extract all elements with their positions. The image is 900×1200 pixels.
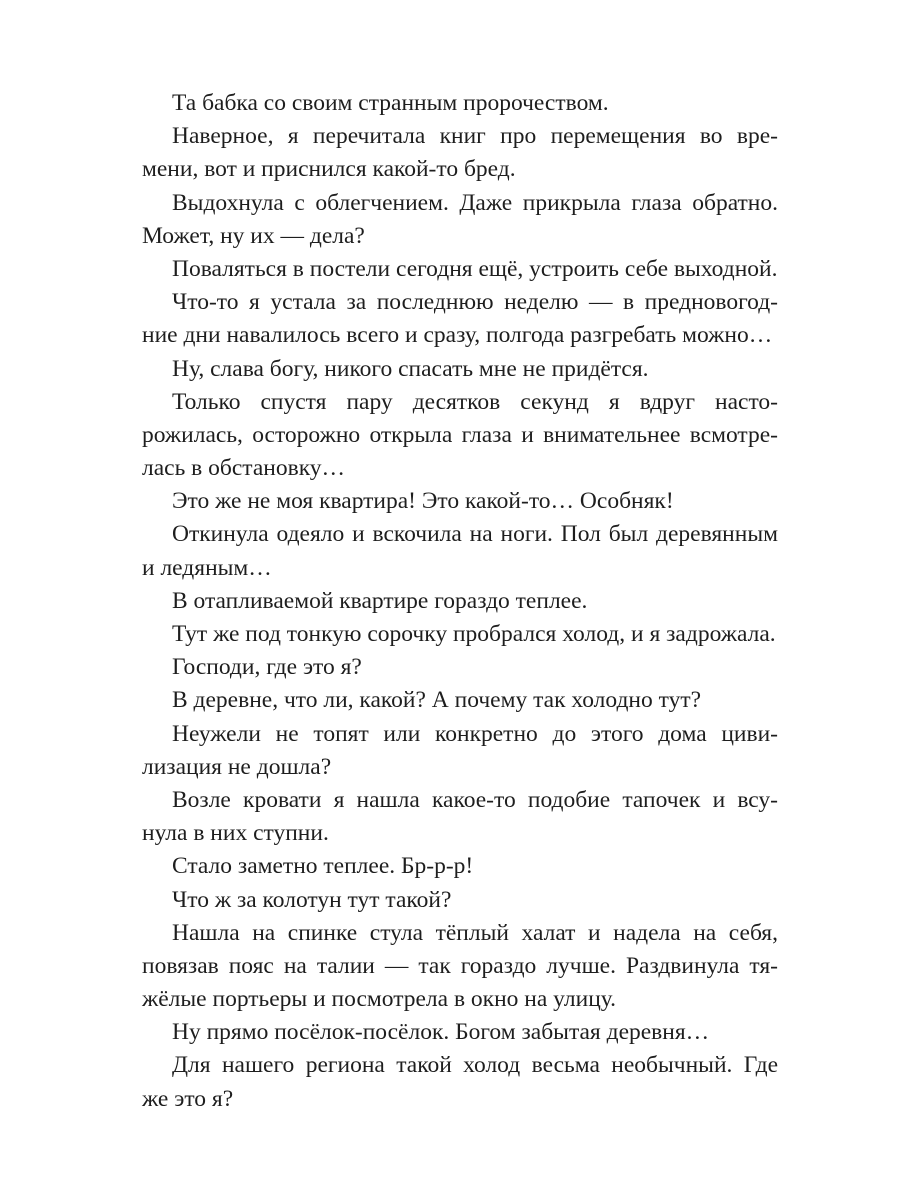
- text-line: и ледяным…: [142, 554, 272, 581]
- text-line: Откинула одеяло и вскочила на ноги. Пол был деревянным: [172, 521, 778, 548]
- text-line: жёлые портьеры и посмотрела в окно на улицу.: [142, 986, 617, 1013]
- paragraph: [142, 386, 778, 486]
- text-line: же это я?: [142, 1085, 234, 1112]
- text-line: Стало заметно теплее. Бр-р-р!: [172, 853, 474, 880]
- text-line: мени, вот и приснился какой-то бред.: [142, 156, 516, 183]
- paragraph: [142, 485, 778, 518]
- text-line: Возле кровати я нашла какое-то подобие тапочек и всу-: [172, 786, 778, 813]
- paragraph: [142, 120, 778, 186]
- text-line: Та бабка со своим странным пророчеством.: [172, 90, 609, 116]
- paragraph: [142, 884, 778, 917]
- text-line: Это же не моя квартира! Это какой-то… Особняк!: [172, 488, 674, 515]
- text-line: Для нашего региона такой холод весьма необычный. Где: [172, 1052, 778, 1079]
- paragraph: [142, 684, 778, 717]
- text-line: Господи, где это я?: [172, 654, 362, 681]
- text-line: Тут же под тонкую сорочку пробрался холод, и я задрожала.: [172, 621, 776, 647]
- paragraph: [142, 353, 778, 386]
- text-line: Что ж за колотун тут такой?: [172, 886, 452, 913]
- paragraph: [142, 718, 778, 784]
- paragraph: [142, 850, 778, 883]
- text-line: Ну, слава богу, никого спасать мне не придётся.: [172, 355, 649, 382]
- text-line: Выдохнула с облегчением. Даже прикрыла глаза обратно.: [172, 189, 778, 216]
- paragraph: [142, 1016, 778, 1049]
- paragraph: [142, 618, 778, 651]
- text-line: лизация не дошла?: [142, 753, 332, 780]
- text-line: В отапливаемой квартире гораздо теплее.: [172, 587, 588, 614]
- paragraph: [142, 1049, 778, 1115]
- text-line: Нашла на спинке стула тёплый халат и надела на себя,: [172, 919, 778, 946]
- paragraph: [142, 651, 778, 684]
- text-line: лась в обстановку…: [142, 455, 346, 482]
- paragraph: [142, 87, 778, 120]
- paragraph: [142, 187, 778, 253]
- paragraph: [142, 784, 778, 850]
- text-line: В деревне, что ли, какой? А почему так холодно тут?: [172, 687, 702, 714]
- text-line: Ну прямо посёлок-посёлок. Богом забытая деревня…: [172, 1019, 710, 1046]
- text-line: повязав пояс на талии — так гораздо лучше. Раздвинула тя-: [142, 952, 778, 979]
- paragraph: [142, 917, 778, 1017]
- paragraph: [142, 518, 778, 584]
- text-line: Наверное, я перечитала книг про перемещения во вре-: [172, 123, 778, 150]
- paragraph: [142, 253, 778, 286]
- body-text: [142, 87, 778, 1116]
- text-line: Может, ну их — дела?: [142, 222, 365, 249]
- paragraph: [142, 286, 778, 352]
- text-line: Только спустя пару десятков секунд я вдруг насто-: [172, 388, 778, 415]
- paragraph: [142, 585, 778, 618]
- text-line: рожилась, осторожно открыла глаза и внимательнее всмотре-: [142, 421, 778, 448]
- text-line: ние дни навалилось всего и сразу, полгода разгребать можно…: [142, 322, 773, 349]
- text-line: Поваляться в постели сегодня ещё, устроить себе выходной.: [172, 255, 778, 282]
- text-line: Неужели не топят или конкретно до этого дома циви-: [172, 720, 778, 747]
- text-line: нула в них ступни.: [142, 820, 329, 847]
- text-line: Что-то я устала за последнюю неделю — в предновогод-: [172, 289, 778, 316]
